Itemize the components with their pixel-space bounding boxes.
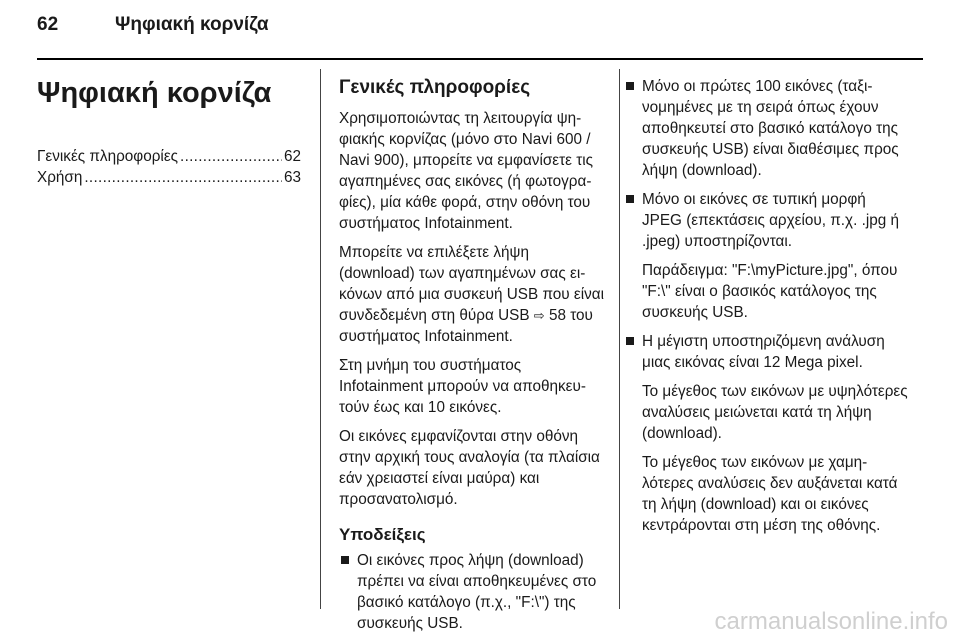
list-item-text: Η μέγιστη υποστηριζόμενη ανάλυση μιας εικόνας είναι 12 Mega pixel. bbox=[642, 333, 885, 371]
square-bullet-icon bbox=[626, 82, 634, 90]
square-bullet-icon bbox=[626, 195, 634, 203]
page-number: 62 bbox=[37, 14, 59, 35]
list-item bbox=[624, 76, 909, 181]
square-bullet-icon bbox=[341, 556, 349, 564]
paragraph-text: Μπορείτε να επιλέξετε λήψη (download) των αγαπημένων σας εικόνων από μια συσκευή USB που είναι συνδεδεμένη στη θύρα USB bbox=[339, 244, 605, 324]
list-item bbox=[339, 550, 605, 634]
list-item bbox=[624, 331, 909, 536]
square-bullet-icon bbox=[626, 337, 634, 345]
section-heading: Γενικές πληροφορίες bbox=[339, 77, 531, 98]
paragraph bbox=[339, 242, 605, 347]
toc-label: Χρήση bbox=[37, 169, 83, 186]
list-item-text: Το μέγεθος των εικόνων με χαμηλότερες αναλύσεις δεν αυξάνεται κατά τη λήψη (download) και οι εικόνες κεντράρονται στη μέση της οθόνης. bbox=[642, 454, 898, 534]
paragraph-text: του συστήματος Infotainment. bbox=[339, 307, 593, 345]
column-divider bbox=[320, 69, 321, 609]
paragraph: Χρησιμοποιώντας τη λειτουργία ψηφιακής κορνίζας (μόνο στο Navi 600 / Navi 900), μπορείτε να εμφανίσετε τις αγαπημένες σας εικόνες (ή φωτογραφίες), μία κάθε φορά, στην οθόνη του συστήματος Infotainment. bbox=[339, 110, 594, 232]
column-divider bbox=[619, 69, 620, 609]
chapter-header: Ψηφιακή κορνίζα bbox=[115, 14, 269, 35]
paragraph: Στη μνήμη του συστήματος Infotainment μπορούν να αποθηκευτούν έως και 10 εικόνες. bbox=[339, 357, 586, 416]
list-item-text: Παράδειγμα: "F:\myPicture.jpg", όπου "F:\" είναι ο βασικός κατάλογος της συσκευής USB. bbox=[642, 262, 898, 321]
list-item-text: Μόνο οι εικόνες σε τυπική μορφή JPEG (επεκτάσεις αρχείου, π.χ. .jpg ή .jpeg) υποστηρίζονται. bbox=[642, 191, 900, 250]
right-column bbox=[624, 76, 909, 544]
reference-arrow-icon: ⇨ bbox=[533, 308, 545, 323]
toc-label: Γενικές πληροφορίες bbox=[37, 148, 179, 165]
reference-page[interactable]: 58 bbox=[548, 307, 566, 324]
header-rule bbox=[37, 58, 923, 60]
left-column bbox=[37, 76, 301, 188]
toc-page: 63 bbox=[283, 169, 301, 186]
list-item-text: Μόνο οι πρώτες 100 εικόνες (ταξινομημένες με τη σειρά όπως έχουν αποθηκευτεί στο βασικό κατάλογο της συσκευής USB) είναι διαθέσιμες προς λήψη (download). bbox=[642, 78, 899, 179]
toc-leader bbox=[180, 146, 282, 167]
toc-entry[interactable] bbox=[37, 167, 301, 188]
watermark: carmanualsonline.info bbox=[714, 608, 948, 635]
toc-leader bbox=[84, 167, 282, 188]
list-item bbox=[624, 189, 909, 323]
paragraph: Οι εικόνες εμφανίζονται στην οθόνη στην αρχική τους αναλογία (τα πλαίσια εάν χρειαστεί είναι μαύρα) και προσανατολισμό. bbox=[339, 428, 600, 508]
toc-page: 62 bbox=[283, 148, 301, 165]
toc-entry[interactable] bbox=[37, 146, 301, 167]
notes-heading: Υποδείξεις bbox=[339, 525, 426, 544]
list-item-text: Οι εικόνες προς λήψη (download) πρέπει να είναι αποθηκευμένες στο βασικό κατάλογο (π.χ., "F:\") της συσκευής USB. bbox=[357, 552, 597, 632]
chapter-title: Ψηφιακή κορνίζα bbox=[37, 77, 272, 109]
middle-column bbox=[339, 76, 605, 642]
list-item-text: Το μέγεθος των εικόνων με υψηλότερες αναλύσεις μειώνεται κατά τη λήψη (download). bbox=[642, 383, 908, 442]
